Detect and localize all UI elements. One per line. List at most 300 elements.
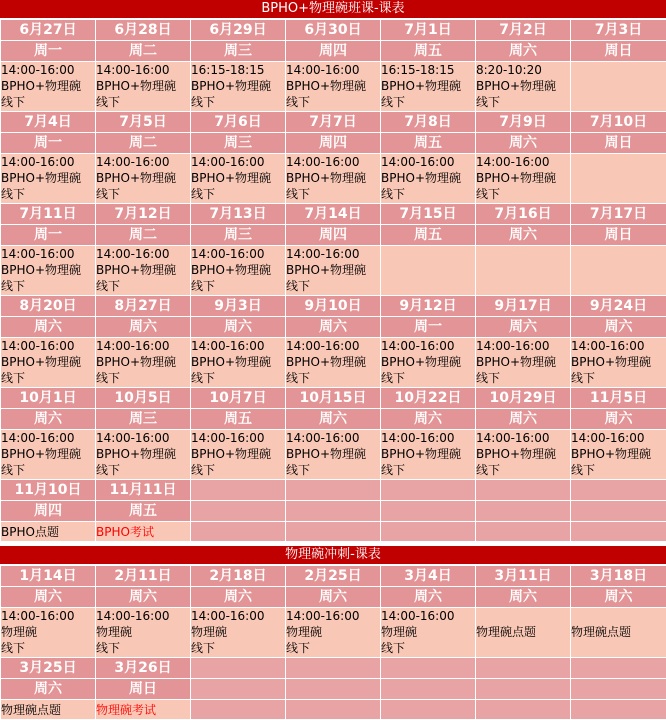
date-cell: 10月29日	[476, 388, 571, 409]
session-cell	[476, 154, 571, 204]
weekday-cell: 周二	[96, 133, 191, 154]
session-line: BPHO点题	[1, 523, 95, 541]
session-line: 线下	[286, 370, 380, 386]
date-cell: 3月25日	[1, 658, 96, 679]
date-cell: 7月13日	[191, 204, 286, 225]
date-cell: 11月10日	[1, 480, 96, 501]
date-cell: 8月27日	[96, 296, 191, 317]
session-line: BPHO+物理碗	[476, 78, 570, 94]
date-cell: 3月4日	[381, 566, 476, 587]
session-line: 线下	[96, 462, 190, 478]
session-line: 线下	[191, 94, 285, 110]
session-line: 14:00-16:00	[191, 608, 285, 624]
weekday-cell: 周六	[476, 133, 571, 154]
session-line: 14:00-16:00	[286, 62, 380, 78]
weekday-row	[1, 501, 666, 522]
weekday-cell: 周三	[191, 133, 286, 154]
date-cell	[286, 480, 381, 501]
weekday-cell: 周六	[476, 409, 571, 430]
date-cell: 6月28日	[96, 20, 191, 41]
date-cell: 6月30日	[286, 20, 381, 41]
session-cell	[571, 522, 666, 542]
session-line: 线下	[96, 278, 190, 294]
session-row	[1, 608, 666, 658]
session-row	[1, 522, 666, 542]
session-cell	[381, 154, 476, 204]
session-line: BPHO+物理碗	[286, 354, 380, 370]
date-row	[1, 20, 666, 41]
session-line: 8:20-10:20	[476, 62, 570, 78]
weekday-cell	[571, 679, 666, 700]
date-cell: 7月10日	[571, 112, 666, 133]
session-line: 14:00-16:00	[286, 154, 380, 170]
session-line: 14:00-16:00	[381, 338, 475, 354]
weekday-row	[1, 587, 666, 608]
date-cell	[191, 658, 286, 679]
weekday-cell: 周六	[476, 587, 571, 608]
date-cell	[476, 658, 571, 679]
date-cell: 11月5日	[571, 388, 666, 409]
date-row	[1, 566, 666, 587]
weekday-cell: 周日	[96, 679, 191, 700]
weekday-cell	[191, 501, 286, 522]
session-line: BPHO+物理碗	[96, 446, 190, 462]
session-cell	[571, 338, 666, 388]
session-cell	[96, 700, 191, 720]
session-line: BPHO+物理碗	[1, 354, 95, 370]
weekday-cell: 周四	[1, 501, 96, 522]
weekday-cell: 周一	[381, 317, 476, 338]
date-cell: 3月11日	[476, 566, 571, 587]
session-line: 14:00-16:00	[1, 246, 95, 262]
session-cell	[286, 62, 381, 112]
weekday-cell: 周一	[1, 41, 96, 62]
weekday-cell: 周二	[96, 41, 191, 62]
session-line: 14:00-16:00	[96, 338, 190, 354]
session-line: BPHO+物理碗	[286, 170, 380, 186]
session-line: 物理碗	[286, 624, 380, 640]
weekday-row	[1, 133, 666, 154]
date-cell: 2月11日	[96, 566, 191, 587]
session-cell	[1, 62, 96, 112]
session-line: 物理碗	[191, 624, 285, 640]
session-line: 物理碗考试	[96, 701, 190, 719]
date-cell: 3月26日	[96, 658, 191, 679]
session-line: BPHO+物理碗	[476, 354, 570, 370]
weekday-cell: 周三	[191, 225, 286, 246]
date-cell	[571, 658, 666, 679]
session-line: 14:00-16:00	[381, 608, 475, 624]
weekday-cell	[381, 679, 476, 700]
date-cell: 7月1日	[381, 20, 476, 41]
weekday-cell: 周六	[476, 41, 571, 62]
session-line: BPHO+物理碗	[381, 78, 475, 94]
date-cell: 3月18日	[571, 566, 666, 587]
weekday-cell	[286, 679, 381, 700]
date-cell: 10月1日	[1, 388, 96, 409]
session-line: 线下	[381, 370, 475, 386]
session-line: 14:00-16:00	[191, 430, 285, 446]
session-line: BPHO+物理碗	[1, 446, 95, 462]
session-cell	[381, 246, 476, 296]
session-cell	[1, 154, 96, 204]
session-line: 物理碗点题	[476, 624, 570, 640]
date-cell: 9月10日	[286, 296, 381, 317]
session-line: BPHO+物理碗	[191, 170, 285, 186]
session-line: 物理碗	[96, 624, 190, 640]
session-cell	[1, 430, 96, 480]
session-line: 物理碗点题	[571, 624, 666, 640]
session-cell	[476, 62, 571, 112]
weekday-cell: 周六	[286, 587, 381, 608]
session-line: 线下	[381, 186, 475, 202]
session-line: 线下	[381, 640, 475, 656]
date-row	[1, 112, 666, 133]
session-cell	[96, 338, 191, 388]
weekday-cell: 周五	[381, 133, 476, 154]
weekday-cell: 周日	[571, 41, 666, 62]
session-line: 线下	[476, 462, 570, 478]
weekday-cell: 周六	[1, 317, 96, 338]
session-line: BPHO+物理碗	[381, 354, 475, 370]
session-line: 14:00-16:00	[571, 338, 666, 354]
session-line: 线下	[191, 278, 285, 294]
session-line: 线下	[96, 370, 190, 386]
session-line: 线下	[286, 278, 380, 294]
session-cell	[1, 700, 96, 720]
session-cell	[286, 700, 381, 720]
session-line: 16:15-18:15	[381, 62, 475, 78]
session-cell	[1, 608, 96, 658]
session-line: 14:00-16:00	[1, 608, 95, 624]
date-cell: 7月12日	[96, 204, 191, 225]
date-cell: 9月17日	[476, 296, 571, 317]
session-line: 线下	[286, 186, 380, 202]
session-line: 14:00-16:00	[96, 430, 190, 446]
weekday-cell	[476, 679, 571, 700]
date-cell: 7月6日	[191, 112, 286, 133]
date-cell	[381, 658, 476, 679]
weekday-cell: 周六	[571, 587, 666, 608]
session-cell	[476, 522, 571, 542]
session-line: BPHO+物理碗	[191, 446, 285, 462]
date-cell: 10月15日	[286, 388, 381, 409]
session-cell	[381, 338, 476, 388]
date-row	[1, 204, 666, 225]
weekday-cell	[381, 501, 476, 522]
date-cell: 7月7日	[286, 112, 381, 133]
session-cell	[286, 246, 381, 296]
session-line: BPHO+物理碗	[1, 262, 95, 278]
session-line: 线下	[381, 94, 475, 110]
session-line: 14:00-16:00	[1, 430, 95, 446]
session-row	[1, 700, 666, 720]
weekday-cell	[476, 501, 571, 522]
session-cell	[191, 154, 286, 204]
session-line: BPHO+物理碗	[286, 262, 380, 278]
session-line: 14:00-16:00	[381, 154, 475, 170]
date-cell: 6月27日	[1, 20, 96, 41]
session-row	[1, 246, 666, 296]
session-cell	[96, 522, 191, 542]
date-cell: 7月16日	[476, 204, 571, 225]
section-title-bpho: BPHO+物理碗班课-课表	[0, 0, 666, 19]
weekday-cell: 周六	[191, 587, 286, 608]
date-cell: 9月12日	[381, 296, 476, 317]
session-cell	[571, 154, 666, 204]
session-cell	[191, 522, 286, 542]
session-line: 线下	[476, 186, 570, 202]
weekday-cell: 周六	[1, 587, 96, 608]
weekday-cell	[191, 679, 286, 700]
session-cell	[191, 700, 286, 720]
weekday-cell: 周六	[96, 587, 191, 608]
weekday-cell: 周五	[381, 41, 476, 62]
weekday-cell: 周三	[191, 41, 286, 62]
session-line	[476, 608, 570, 624]
session-line: BPHO+物理碗	[381, 170, 475, 186]
session-line: BPHO+物理碗	[381, 446, 475, 462]
date-cell: 8月20日	[1, 296, 96, 317]
session-line: BPHO+物理碗	[476, 170, 570, 186]
session-line: BPHO+物理碗	[1, 78, 95, 94]
weekday-cell	[571, 501, 666, 522]
date-cell: 7月14日	[286, 204, 381, 225]
session-cell	[191, 608, 286, 658]
date-cell	[476, 480, 571, 501]
session-cell	[96, 430, 191, 480]
session-line: 14:00-16:00	[1, 62, 95, 78]
date-cell: 7月5日	[96, 112, 191, 133]
session-line: 线下	[191, 462, 285, 478]
session-line: BPHO考试	[96, 523, 190, 541]
session-cell	[96, 246, 191, 296]
weekday-row	[1, 41, 666, 62]
weekday-cell: 周六	[571, 409, 666, 430]
weekday-cell	[286, 501, 381, 522]
schedule-table-sprint	[0, 565, 666, 720]
session-line: 线下	[286, 462, 380, 478]
session-cell	[571, 430, 666, 480]
session-line: 线下	[96, 186, 190, 202]
session-line: 线下	[476, 370, 570, 386]
session-line: 14:00-16:00	[96, 154, 190, 170]
session-line: BPHO+物理碗	[571, 354, 666, 370]
weekday-cell: 周五	[96, 501, 191, 522]
session-cell	[191, 338, 286, 388]
session-cell	[476, 430, 571, 480]
session-cell	[96, 608, 191, 658]
weekday-cell: 周六	[1, 409, 96, 430]
session-line: 14:00-16:00	[191, 338, 285, 354]
session-line: 线下	[191, 640, 285, 656]
session-cell	[381, 62, 476, 112]
session-cell	[191, 62, 286, 112]
date-cell	[286, 658, 381, 679]
schedule-table-bpho	[0, 19, 666, 542]
session-line: 线下	[1, 186, 95, 202]
weekday-row	[1, 225, 666, 246]
session-cell	[476, 608, 571, 658]
weekday-cell: 周五	[381, 225, 476, 246]
session-cell	[381, 608, 476, 658]
session-cell	[571, 62, 666, 112]
session-cell	[381, 700, 476, 720]
session-line: BPHO+物理碗	[96, 78, 190, 94]
session-line: 14:00-16:00	[286, 430, 380, 446]
session-row	[1, 154, 666, 204]
weekday-cell: 周日	[571, 225, 666, 246]
date-cell: 7月11日	[1, 204, 96, 225]
session-line: BPHO+物理碗	[571, 446, 666, 462]
date-cell: 7月4日	[1, 112, 96, 133]
weekday-row	[1, 679, 666, 700]
weekday-cell: 周日	[571, 133, 666, 154]
session-line: BPHO+物理碗	[476, 446, 570, 462]
date-cell: 10月22日	[381, 388, 476, 409]
session-row	[1, 338, 666, 388]
session-line: 线下	[571, 462, 666, 478]
session-line: 线下	[1, 462, 95, 478]
session-line: 线下	[1, 278, 95, 294]
session-line: 物理碗	[1, 624, 95, 640]
weekday-cell: 周二	[96, 225, 191, 246]
session-line: 14:00-16:00	[191, 246, 285, 262]
session-line: BPHO+物理碗	[96, 262, 190, 278]
date-cell: 2月18日	[191, 566, 286, 587]
session-cell	[571, 700, 666, 720]
date-cell: 11月11日	[96, 480, 191, 501]
session-line: BPHO+物理碗	[286, 446, 380, 462]
date-cell: 10月7日	[191, 388, 286, 409]
session-cell	[1, 522, 96, 542]
session-line: 16:15-18:15	[191, 62, 285, 78]
weekday-cell: 周六	[476, 317, 571, 338]
session-line: BPHO+物理碗	[191, 354, 285, 370]
session-line: 线下	[191, 186, 285, 202]
session-cell	[1, 338, 96, 388]
session-line: BPHO+物理碗	[96, 170, 190, 186]
session-cell	[476, 338, 571, 388]
session-row	[1, 62, 666, 112]
date-row	[1, 388, 666, 409]
date-cell: 7月17日	[571, 204, 666, 225]
session-cell	[476, 246, 571, 296]
date-cell: 7月3日	[571, 20, 666, 41]
session-line: 线下	[96, 640, 190, 656]
date-row	[1, 296, 666, 317]
weekday-cell: 周六	[571, 317, 666, 338]
session-cell	[476, 700, 571, 720]
session-line: BPHO+物理碗	[1, 170, 95, 186]
session-line: 线下	[1, 370, 95, 386]
weekday-cell: 周三	[96, 409, 191, 430]
weekday-cell: 周一	[1, 133, 96, 154]
session-line: 14:00-16:00	[381, 430, 475, 446]
weekday-row	[1, 317, 666, 338]
session-cell	[286, 522, 381, 542]
session-cell	[96, 154, 191, 204]
date-cell: 9月3日	[191, 296, 286, 317]
date-cell: 7月15日	[381, 204, 476, 225]
session-line: 14:00-16:00	[476, 154, 570, 170]
session-line: BPHO+物理碗	[191, 262, 285, 278]
session-line: 14:00-16:00	[286, 246, 380, 262]
weekday-cell: 周四	[286, 133, 381, 154]
session-line: 14:00-16:00	[1, 338, 95, 354]
session-line: BPHO+物理碗	[286, 78, 380, 94]
weekday-cell: 周五	[191, 409, 286, 430]
weekday-cell: 周六	[381, 587, 476, 608]
session-line: 线下	[96, 94, 190, 110]
weekday-cell: 周六	[286, 317, 381, 338]
weekday-cell: 周六	[1, 679, 96, 700]
date-cell: 7月2日	[476, 20, 571, 41]
session-cell	[96, 62, 191, 112]
session-line: 线下	[286, 94, 380, 110]
session-line: 14:00-16:00	[96, 246, 190, 262]
date-cell	[381, 480, 476, 501]
date-cell: 7月9日	[476, 112, 571, 133]
session-line: 14:00-16:00	[96, 608, 190, 624]
session-cell	[191, 246, 286, 296]
session-cell	[381, 430, 476, 480]
date-row	[1, 480, 666, 501]
date-cell: 9月24日	[571, 296, 666, 317]
session-line: 线下	[286, 640, 380, 656]
session-line: 14:00-16:00	[476, 430, 570, 446]
session-line: 线下	[1, 640, 95, 656]
session-cell	[286, 608, 381, 658]
session-line: 物理碗	[381, 624, 475, 640]
session-line: 线下	[191, 370, 285, 386]
weekday-cell: 周六	[476, 225, 571, 246]
session-line: 14:00-16:00	[476, 338, 570, 354]
session-line: 物理碗点题	[1, 701, 95, 719]
session-line: 14:00-16:00	[571, 430, 666, 446]
session-line: BPHO+物理碗	[191, 78, 285, 94]
session-cell	[381, 522, 476, 542]
weekday-cell: 周六	[96, 317, 191, 338]
session-cell	[191, 430, 286, 480]
date-row	[1, 658, 666, 679]
date-cell: 2月25日	[286, 566, 381, 587]
session-line: 线下	[571, 370, 666, 386]
session-cell	[571, 246, 666, 296]
weekday-cell: 周六	[381, 409, 476, 430]
session-line: 14:00-16:00	[1, 154, 95, 170]
session-cell	[1, 246, 96, 296]
session-cell	[286, 338, 381, 388]
weekday-cell: 周六	[191, 317, 286, 338]
session-line: 线下	[476, 94, 570, 110]
session-line: 线下	[381, 462, 475, 478]
session-line: 14:00-16:00	[191, 154, 285, 170]
date-cell	[191, 480, 286, 501]
session-line: BPHO+物理碗	[96, 354, 190, 370]
session-line: 14:00-16:00	[96, 62, 190, 78]
session-cell	[571, 608, 666, 658]
date-cell: 6月29日	[191, 20, 286, 41]
section-title-sprint: 物理碗冲刺-课表	[0, 546, 666, 565]
session-line	[571, 608, 666, 624]
weekday-cell: 周一	[1, 225, 96, 246]
date-cell: 1月14日	[1, 566, 96, 587]
session-cell	[286, 430, 381, 480]
weekday-cell: 周六	[286, 409, 381, 430]
session-row	[1, 430, 666, 480]
weekday-cell: 周四	[286, 225, 381, 246]
